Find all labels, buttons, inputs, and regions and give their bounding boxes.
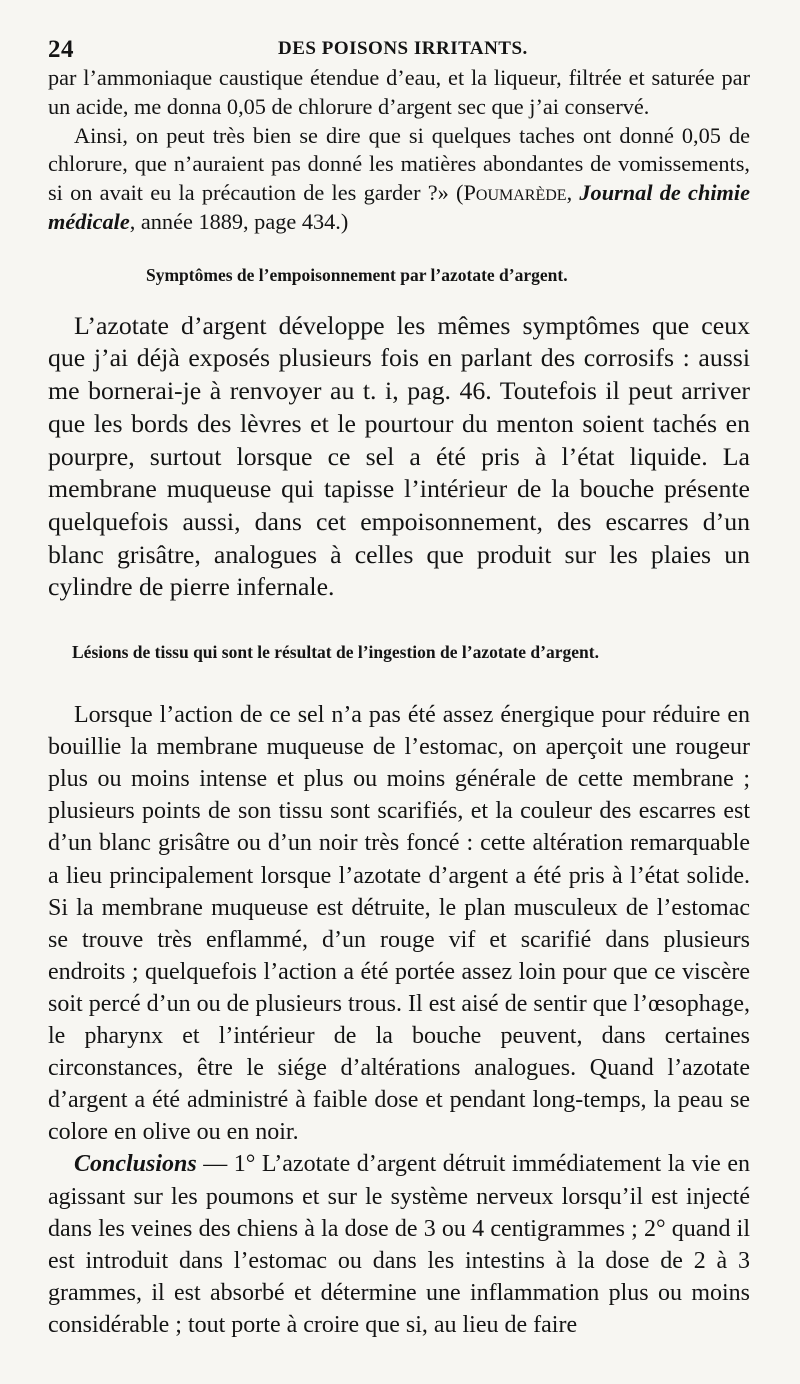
citation-details: , année 1889, page 434.) xyxy=(129,208,349,234)
conclusions-label: Conclusions xyxy=(74,1151,197,1178)
citation-paragraph xyxy=(48,122,750,237)
section-heading-lesions: Lésions de tissu qui sont le résultat de l’ingestion de l’azotate d’argent. xyxy=(72,642,599,663)
page-number: 24 xyxy=(48,36,74,63)
conclusions-paragraph xyxy=(48,1148,750,1341)
author-separator: , xyxy=(566,180,580,206)
symptomes-paragraph: L’azotate d’argent développe les mêmes symptômes que ceux que j’ai déjà exposés plusieurs fois en parlant des corrosifs : aussi me bornerai-je à renvoyer au t. i, pag. 46. Toutefois il peut arriver que les bords des lèvres et le pourtour du menton soient tachés en pourpre, surtout lorsque ce sel a été pris à l’état liquide. La membrane muqueuse qui tapisse l’intérieur de la bouche présente quelquefois aussi, dans cet empoisonnement, des escarres d’un blanc grisâtre, analogues à celles que produit sur les plaies un cylindre de pierre infernale. xyxy=(48,310,750,602)
lesions-paragraph: Lorsque l’action de ce sel n’a pas été assez énergique pour réduire en bouillie la membrane muqueuse de l’estomac, on aperçoit une rougeur plus ou moins intense et plus ou moins générale de cette membrane ; plusieurs points de son tissu sont scarifiés, et la couleur des escarres est d’un blanc grisâtre ou d’un noir très foncé : cette altération remarquable a lieu principalement lorsque l’azotate d’argent a été pris à l’état solide. Si la membrane muqueuse est détruite, le plan musculeux de l’estomac se trouve très enflammé, d’un rouge vif et scarifié dans plusieurs endroits ; quelquefois l’action a été portée assez loin pour que ce viscère soit percé d’un ou de plusieurs trous. Il est aisé de sentir que l’œsophage, le pharynx et l’intérieur de la bouche peuvent, dans certaines circonstances, être le siége d’altérations analogues. Quand l’azotate d’argent a été administré à faible dose et pendant long-temps, la peau se colore en olive ou en noir. xyxy=(48,702,750,1146)
page-header xyxy=(48,30,750,64)
section-heading-symptomes: Symptômes de l’empoisonnement par l’azotate d’argent. xyxy=(146,264,568,285)
running-title: DES POISONS IRRITANTS. xyxy=(278,38,528,59)
continuation-paragraph: par l’ammoniaque caustique étendue d’eau, et la liqueur, filtrée et saturée par un acide, me donna 0,05 de chlorure d’argent sec que j’ai conservé. xyxy=(48,65,750,119)
conclusions-text: — 1° L’azotate d’argent détruit immédiatement la vie en agissant sur les poumons et sur le système nerveux lorsqu’il est injecté dans les veines des chiens à la dose de 3 ou 4 centigrammes ; 2° quand il est introduit dans l’estomac ou dans les intestins à la dose de 2 à 3 grammes, il est absorbé et détermine une inflammation plus ou moins considérable ; tout porte à croire que si, au lieu de faire xyxy=(48,1151,750,1338)
citation-paragraph-text: Ainsi, on peut très bien se dire que si quelques taches ont donné 0,05 de chlorure, que n’auraient pas donné les matières abondantes de vomissements, si on avait eu la précaution de les garder ?» ( xyxy=(48,122,750,206)
journal-title: Journal de chimie médicale xyxy=(48,180,750,234)
author-name: Poumarède xyxy=(463,180,567,206)
